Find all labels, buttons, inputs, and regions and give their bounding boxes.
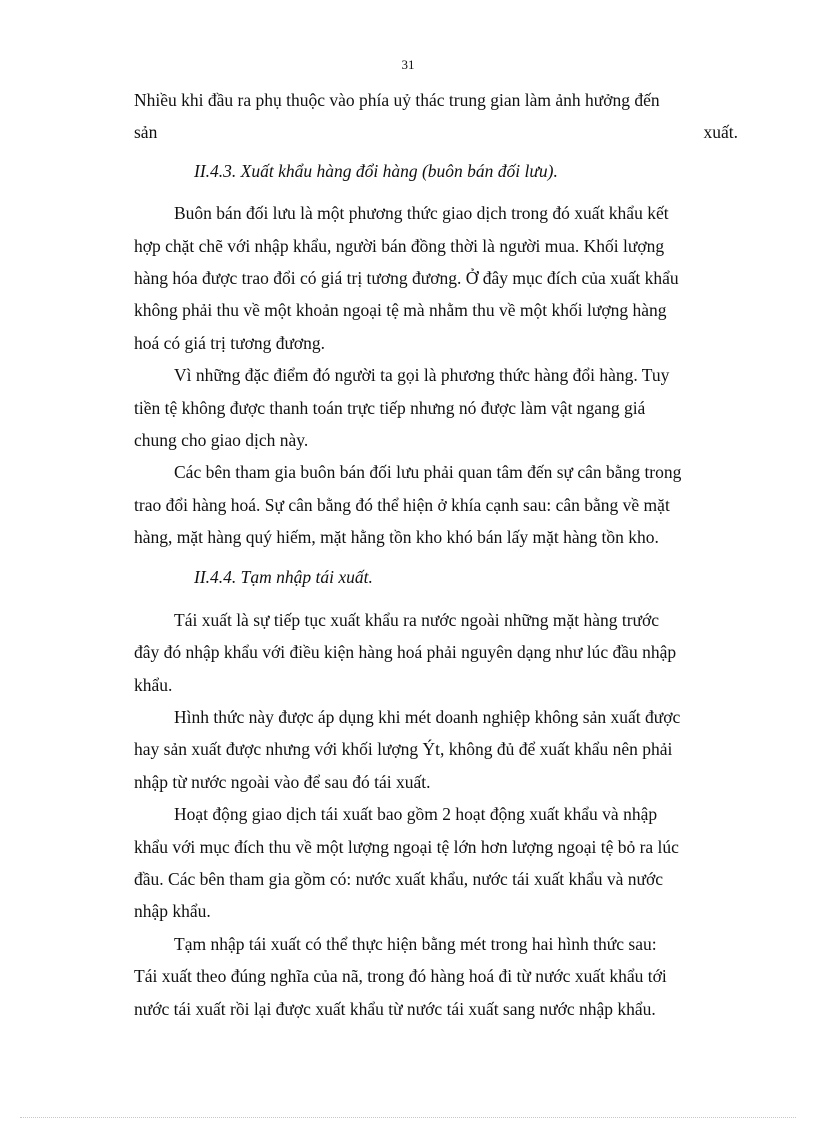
paragraph-counter-trade [134,197,738,359]
paragraph-line: đầu. Các bên tham gia gồm có: nước xuất khẩu, nước tái xuất khẩu và nước [134,869,664,889]
paragraph-activities [134,798,738,928]
paragraph-balance [134,456,738,553]
intro-line-1: Nhiều khi đầu ra phụ thuộc vào phía uỷ thác trung gian làm ảnh hưởng đến [134,90,660,110]
paragraph-line: Hoạt động giao dịch tái xuất bao gồm 2 hoạt động xuất khẩu và nhập [174,804,658,825]
page-number: 31 [401,57,415,72]
paragraph-line: hay sản xuất được nhưng với khối lượng Ýt, không đủ để xuất khẩu nên phải [134,739,673,760]
section-heading-2-4-4: II.4.4. Tạm nhập tái xuất. [194,567,373,588]
section-heading-2-4-3: II.4.3. Xuất khẩu hàng đổi hàng (buôn bán đối lưu). [194,160,558,181]
paragraph-line: Tái xuất theo đúng nghĩa của nã, trong đó hàng hoá đi từ nước xuất khẩu tới [134,966,667,987]
intro-line-2-left: sản [134,122,158,143]
paragraph-line: Tái xuất là sự tiếp tục xuất khẩu ra nước ngoài những mặt hàng trước [174,609,660,630]
page-bottom-divider [20,1117,796,1118]
paragraph-barter-method [134,359,738,456]
paragraph-line: hàng, mặt hàng quý hiếm, mặt hằng tồn kho khó bán lấy mặt hàng tồn kho. [134,527,659,548]
paragraph-line: chung cho giao dịch này. [134,429,309,450]
paragraph-line: hợp chặt chẽ với nhập khẩu, người bán đồng thời là người mua. Khối lượng [134,235,665,256]
paragraph-line: nhập khẩu. [134,901,211,922]
paragraph-line: nước tái xuất rồi lại được xuất khẩu từ nước tái xuất sang nước nhập khẩu. [134,998,656,1019]
paragraph-forms-intro: Tạm nhập tái xuất có thể thực hiện bằng mét trong hai hình thức sau: [174,933,657,954]
paragraph-line: đây đó nhập khẩu với điều kiện hàng hoá phải nguyên dạng như lúc đầu nhập [134,642,677,663]
paragraph-line: hàng hóa được trao đổi có giá trị tương đương. Ở đây mục đích của xuất khẩu [134,267,679,288]
paragraph-line: khẩu với mục đích thu về một lượng ngoại tệ lớn hơn lượng ngoại tệ bỏ ra lúc [134,836,679,857]
paragraph-re-export-meaning [134,960,738,1025]
intro-line-2-right: xuất. [703,122,738,143]
paragraph-line: không phải thu về một khoản ngoại tệ mà nhằm thu về một khối lượng hàng [134,300,667,321]
intro-line-2 [134,116,738,148]
paragraph-line: hoá có giá trị tương đương. [134,332,326,353]
paragraph-line: tiền tệ không được thanh toán trực tiếp nhưng nó được làm vật ngang giá [134,397,646,418]
paragraph-line: Buôn bán đối lưu là một phương thức giao dịch trong đó xuất khẩu kết [174,203,669,224]
paragraph-application [134,701,738,798]
paragraph-line: Vì những đặc điểm đó người ta gọi là phương thức hàng đổi hàng. Tuy [174,365,670,386]
document-body [134,84,738,1025]
paragraph-re-export [134,604,738,701]
paragraph-line: khẩu. [134,674,173,695]
paragraph-line: trao đổi hàng hoá. Sự cân bằng đó thể hiện ở khía cạnh sau: cân bằng về mặt [134,494,670,515]
paragraph-line: nhập từ nước ngoài vào để sau đó tái xuất. [134,771,431,792]
paragraph-line: Hình thức này được áp dụng khi mét doanh nghiệp không sản xuất được [174,707,681,728]
paragraph-line: Các bên tham gia buôn bán đối lưu phải quan tâm đến sự cân bằng trong [174,462,682,483]
